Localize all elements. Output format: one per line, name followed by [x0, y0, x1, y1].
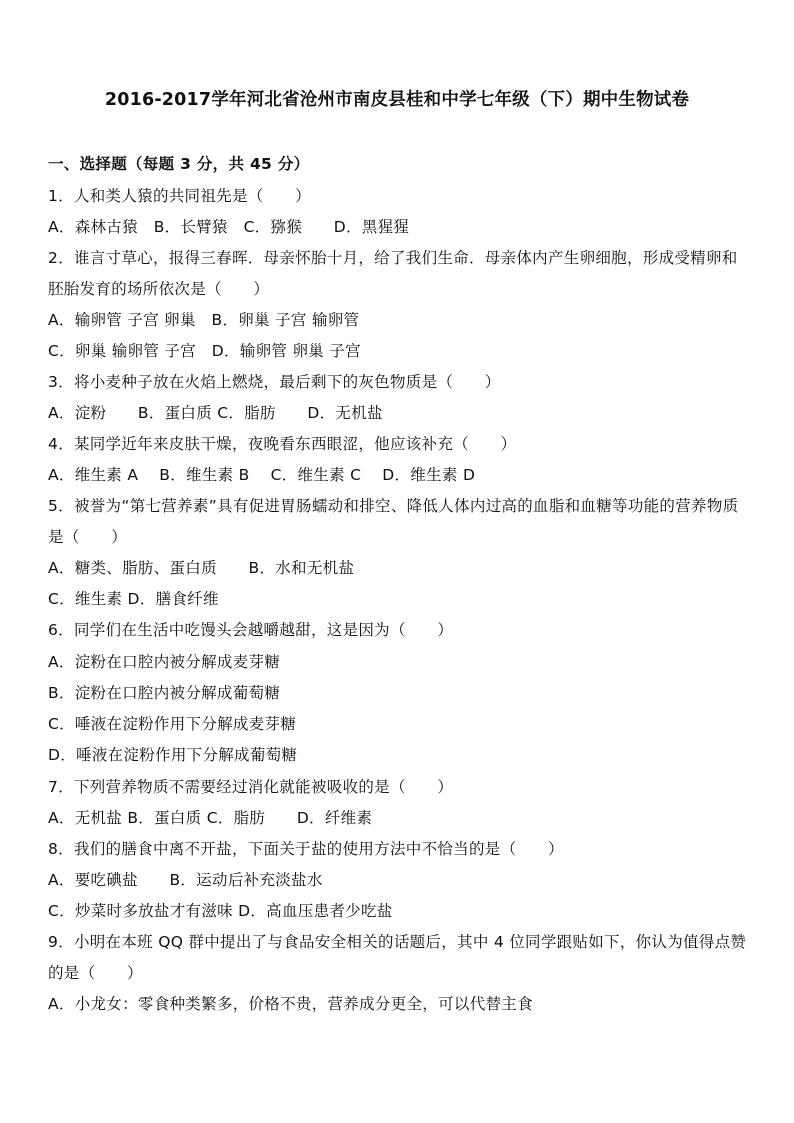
exam-title: 2016-2017学年河北省沧州市南皮县桂和中学七年级（下）期中生物试卷 — [104, 90, 690, 110]
question-7: 7．下列营养物质不需要经过消化就能被吸收的是（ ） — [48, 778, 454, 796]
question-7-options: A．无机盐 B．蛋白质 C．脂肪 D．纤维素 — [48, 809, 373, 827]
section-heading: 一、选择题（每题 3 分，共 45 分） — [48, 155, 310, 173]
question-9-option-a: A．小龙女：零食种类繁多，价格不贵，营养成分更全，可以代替主食 — [48, 995, 533, 1013]
question-1: 1．人和类人猿的共同祖先是（ ） — [48, 187, 311, 205]
question-5: 5．被誉为“第七营养素”具有促进胃肠蠕动和排空、降低人体内过高的血脂和血糖等功能的营养物质 — [48, 497, 739, 515]
question-2-options-ab: A．输卵管 子宫 卵巢 B．卵巢 子宫 输卵管 — [48, 311, 360, 329]
question-8-options-cd: C．炒菜时多放盐才有滋味 D．高血压患者少吃盐 — [48, 902, 393, 920]
question-2-cont: 胚胎发育的场所依次是（ ） — [48, 280, 270, 298]
question-8: 8．我们的膳食中离不开盐，下面关于盐的使用方法中不恰当的是（ ） — [48, 840, 564, 858]
question-1-options: A．森林古猿 B．长臂猿 C．猕猴 D．黑猩猩 — [48, 218, 410, 236]
question-6-option-a: A．淀粉在口腔内被分解成麦芽糖 — [48, 653, 281, 671]
question-2-options-cd: C．卵巢 输卵管 子宫 D．输卵管 卵巢 子宫 — [48, 342, 361, 360]
question-3: 3．将小麦种子放在火焰上燃烧，最后剩下的灰色物质是（ ） — [48, 373, 501, 391]
question-5-options-cd: C．维生素 D．膳食纤维 — [48, 590, 219, 608]
question-6-option-d: D．唾液在淀粉作用下分解成葡萄糖 — [48, 746, 298, 764]
question-4-options: A．维生素 A B．维生素 B C．维生素 C D．维生素 D — [48, 466, 476, 484]
question-8-options-ab: A．要吃碘盐 B．运动后补充淡盐水 — [48, 871, 323, 889]
question-6-option-b: B．淀粉在口腔内被分解成葡萄糖 — [48, 684, 281, 702]
question-4: 4．某同学近年来皮肤干燥，夜晚看东西眼涩，他应该补充（ ） — [48, 435, 517, 453]
question-9: 9．小明在本班 QQ 群中提出了与食品安全相关的话题后，其中 4 位同学跟贴如下，你认为值得点赞 — [48, 933, 747, 951]
question-6-option-c: C．唾液在淀粉作用下分解成麦芽糖 — [48, 715, 297, 733]
question-5-cont: 是（ ） — [48, 528, 128, 546]
question-6: 6．同学们在生活中吃馒头会越嚼越甜，这是因为（ ） — [48, 621, 454, 639]
question-3-options: A．淀粉 B．蛋白质 C．脂肪 D．无机盐 — [48, 404, 383, 422]
question-9-cont: 的是（ ） — [48, 964, 143, 982]
question-5-options-ab: A．糖类、脂肪、蛋白质 B．水和无机盐 — [48, 559, 355, 577]
question-2: 2．谁言寸草心，报得三春晖．母亲怀胎十月，给了我们生命．母亲体内产生卵细胞，形成受精卵和 — [48, 249, 738, 267]
